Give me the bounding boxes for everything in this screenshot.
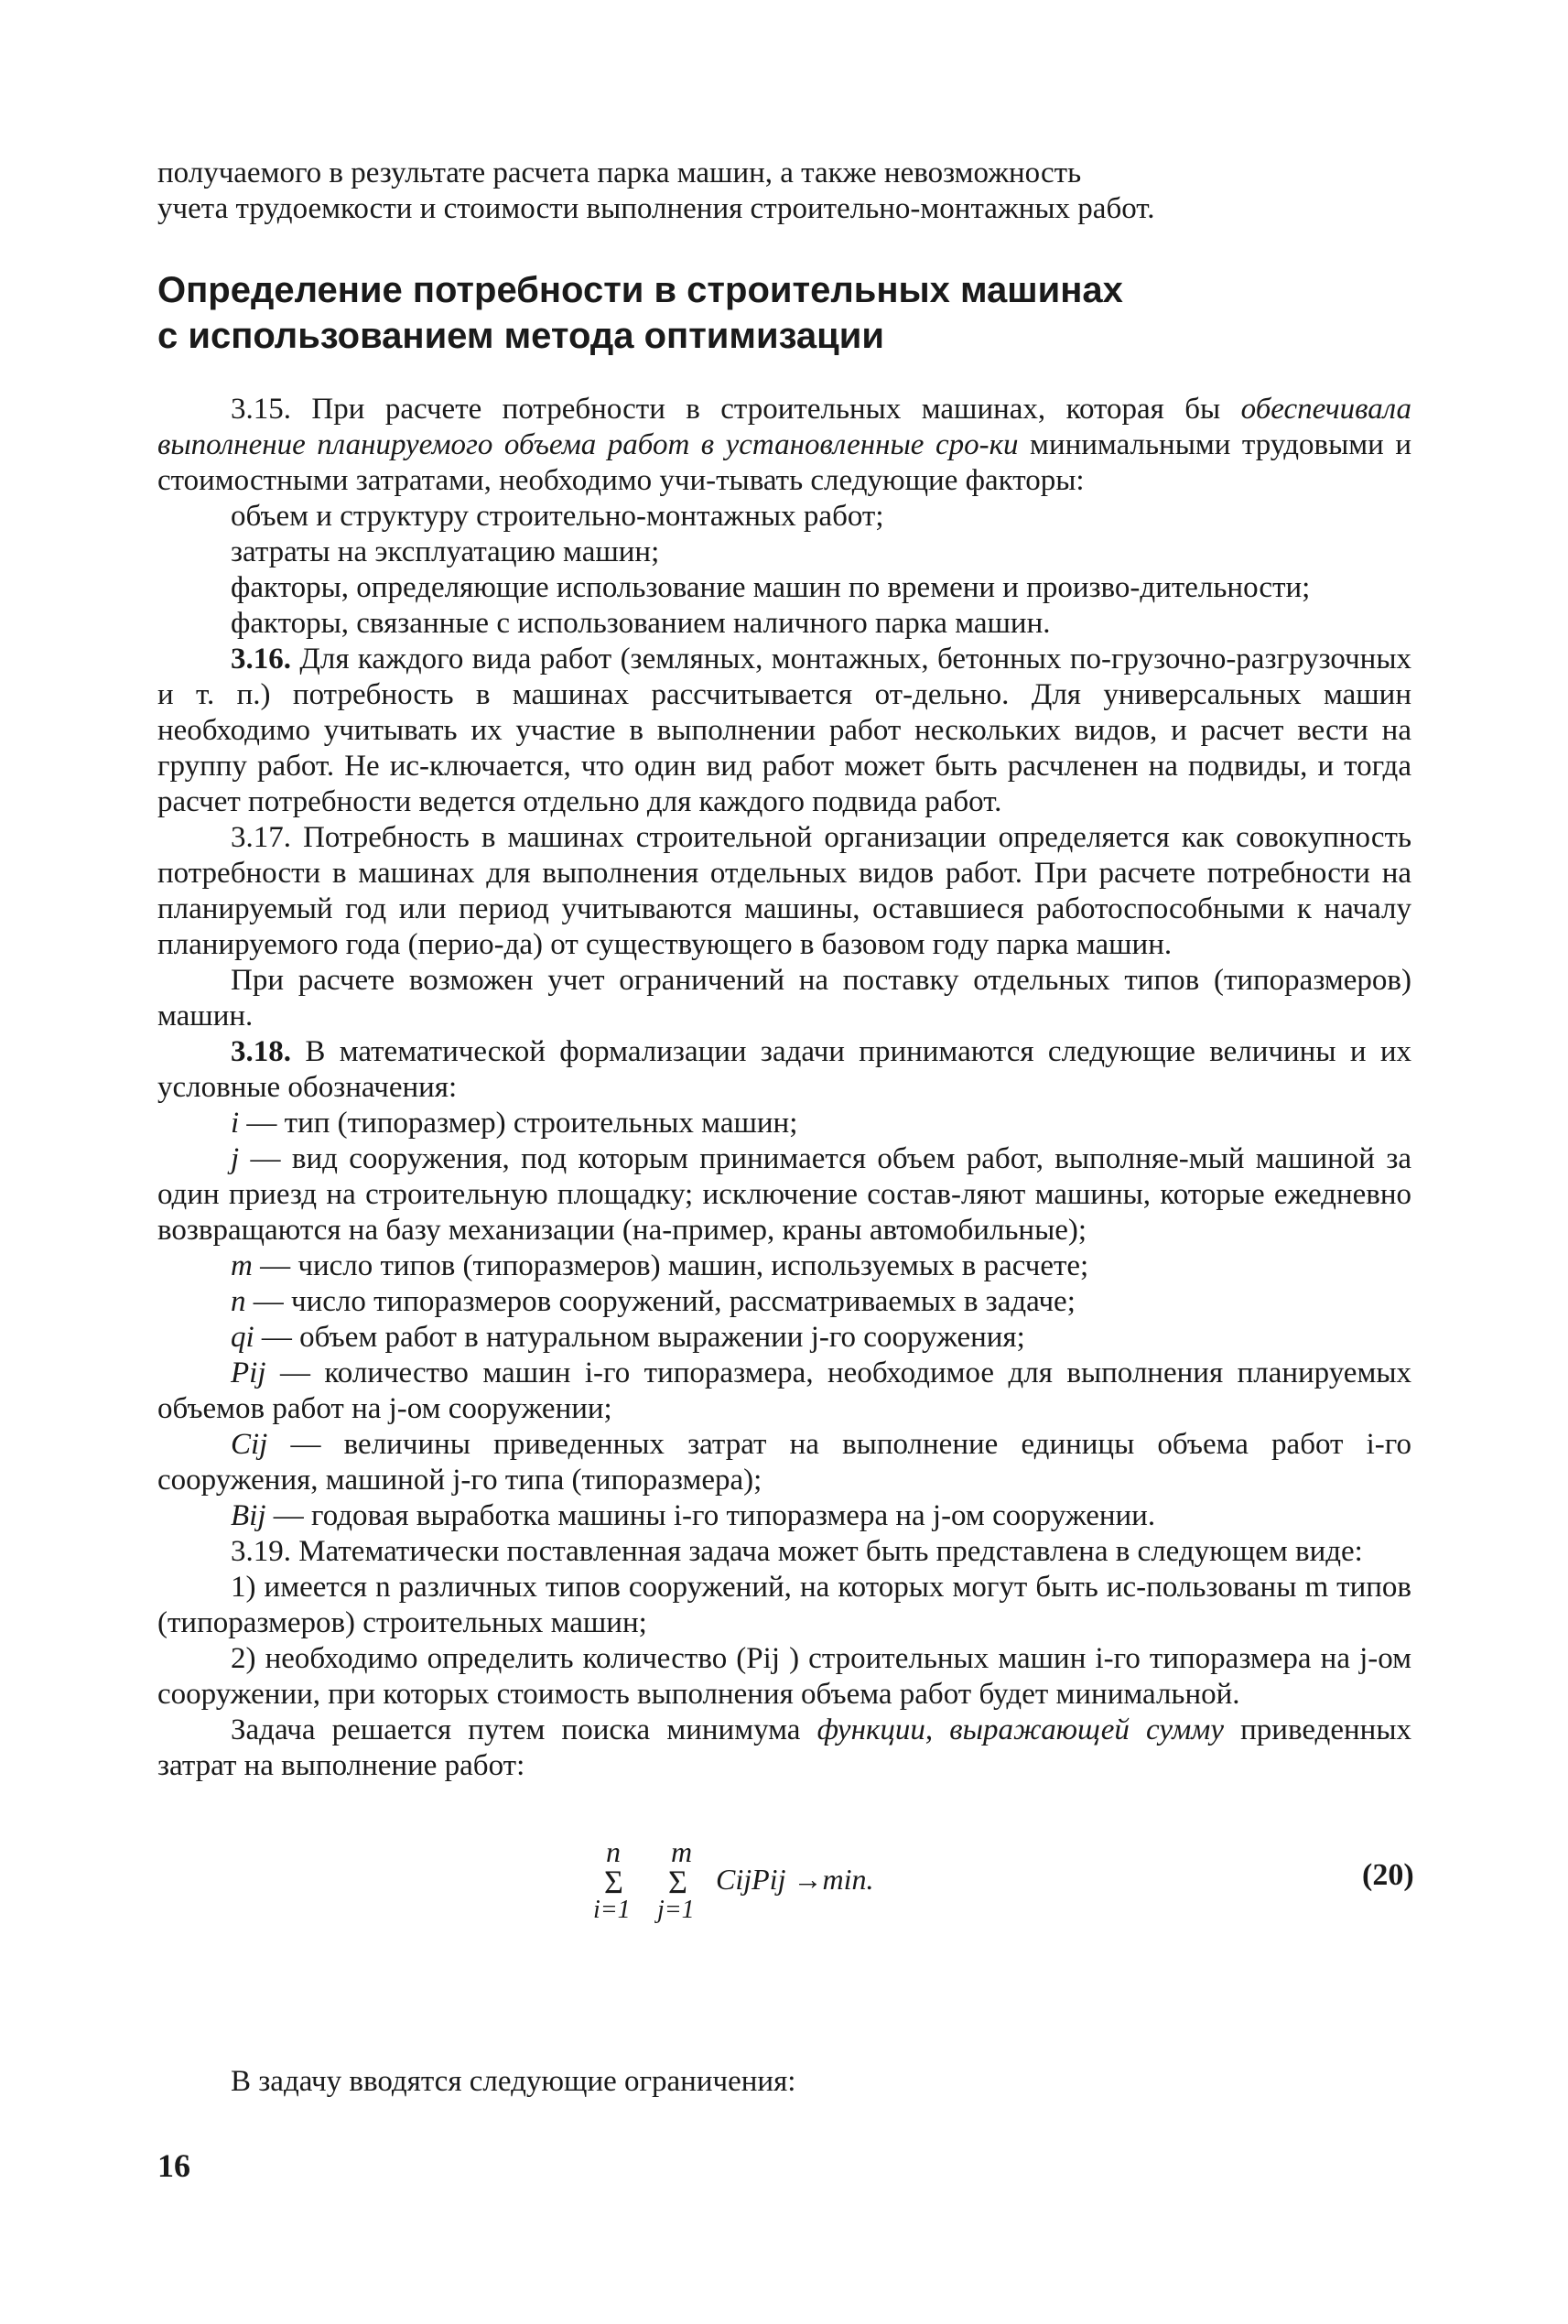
definition-item: [157, 1106, 1411, 1141]
paragraph-number: 3.19.: [231, 1535, 291, 1568]
heading-line: с использованием метода оптимизации: [157, 316, 884, 356]
definition-text: — объем работ в натуральном выражении j-го сооружения;: [254, 1321, 1025, 1354]
definition-item: [157, 1498, 1411, 1534]
definition-text: — вид сооружения, под которым принимается объем работ, выполняе-мый машиной за один приезд на строительную площадку; исключение состав-ляют машины, которые ежедневно возвращаются на базу механизации (на-пример, краны автомобильные);: [157, 1142, 1411, 1247]
paragraph-3-15: [157, 392, 1411, 499]
definition-symbol: n: [231, 1285, 246, 1318]
intro-line: учета трудоемкости и стоимости выполнения строительно-монтажных работ.: [157, 192, 1155, 225]
paragraph-text: При расчете потребности в строительных машинах, которая бы: [311, 393, 1241, 426]
paragraph-number: 3.16.: [231, 643, 291, 676]
paragraph-number: 3.17.: [231, 821, 291, 854]
paragraph-3-17: [157, 820, 1411, 963]
definition-item: [157, 1141, 1411, 1248]
factor-item: факторы, связанные с использованием наличного парка машин.: [231, 607, 1051, 640]
heading-line: Определение потребности в строительных машинах: [157, 270, 1123, 310]
definition-text: — годовая выработка машины i-го типоразмера на j-ом сооружении.: [265, 1499, 1156, 1532]
equation-number: (20): [1362, 1858, 1414, 1892]
definition-item: [157, 1427, 1411, 1498]
definition-symbol: i: [231, 1107, 240, 1140]
sum-sign: Σ: [604, 1864, 623, 1900]
intro-paragraph: [157, 156, 1411, 227]
sum-sign: Σ: [668, 1864, 687, 1900]
factor-item: объем и структуру строительно-монтажных работ;: [231, 500, 884, 533]
sum-lower-limit: j=1: [657, 1896, 695, 1924]
paragraph-italic-text: обеспечивала выполнение планируемого объема работ в установленные сро-ки: [157, 393, 1411, 461]
definition-text: — число типоразмеров сооружений, рассматриваемых в задаче;: [245, 1285, 1076, 1318]
paragraph-text: минимальными трудовыми и стоимостными затратами, необходимо учи-тывать следующие факторы:: [157, 428, 1411, 497]
paragraph-3-16: [157, 642, 1411, 820]
paragraph-3-19: [157, 1534, 1411, 1570]
factor-item: факторы, определяющие использование машин по времени и произво-дительности;: [231, 571, 1311, 604]
definition-symbol: Cij: [231, 1428, 268, 1461]
definition-text: — тип (типоразмер) строительных машин;: [239, 1107, 798, 1140]
task-text: приведенных затрат на выполнение работ:: [157, 1713, 1411, 1782]
page-number: 16: [157, 2147, 190, 2184]
main-text: [157, 392, 1411, 1784]
paragraph-text: В математической формализации задачи принимаются следующие величины и их условные обозначения:: [157, 1035, 1411, 1104]
sum-upper-limit: n: [606, 1835, 621, 1868]
paragraph-text: Для каждого вида работ (земляных, монтажных, бетонных по-грузочно-разгрузочных и т. п.) потребность в машинах рассчитывается от-дельно. Для универсальных машин необходимо учитывать их участие в выполнении работ нескольких видов, и расчет вести на группу работ. Не ис-ключается, что один вид работ может быть расчленен на подвиды, и тогда расчет потребности ведется отдельно для каждого подвида работ.: [157, 643, 1412, 818]
definition-symbol: j: [231, 1142, 240, 1175]
constraints-paragraph: [157, 2064, 1411, 2100]
definition-item: [157, 1356, 1411, 1427]
paragraph-text: Математически поставленная задача может быть представлена в следующем виде:: [298, 1535, 1363, 1568]
definition-symbol: Bij: [231, 1499, 266, 1532]
sum-lower-limit: i=1: [593, 1896, 631, 1924]
definition-text: — величины приведенных затрат на выполнение единицы объема работ i-го сооружения, машиной j-го типа (типоразмера);: [157, 1428, 1411, 1497]
constraints-line: В задачу вводятся следующие ограничения:: [231, 2065, 796, 2098]
condition-item: 1) имеется n различных типов сооружений, на которых могут быть ис-пользованы m типов (типоразмеров) строительных машин;: [157, 1571, 1411, 1639]
sum-upper-limit: m: [671, 1835, 693, 1868]
definition-item: [157, 1248, 1411, 1284]
definition-item: [157, 1320, 1411, 1356]
definition-symbol: qi: [231, 1321, 254, 1354]
formula-body: CijPij →min.: [716, 1863, 874, 1896]
task-paragraph: [157, 1713, 1411, 1784]
paragraph-text: Потребность в машинах строительной организации определяется как совокупность потребности в машинах для выполнения отдельных видов работ. При расчете потребности на планируемый год или период учитываются машины, оставшиеся работоспособными к началу планируемого года (перио-да) от существующего в базовом году парка машин.: [157, 821, 1411, 961]
paragraph-3-18: [157, 1034, 1411, 1106]
factor-item: затраты на эксплуатацию машин;: [231, 535, 660, 568]
intro-line: получаемого в результате расчета парка машин, а также невозможность: [157, 157, 1082, 189]
formula-20: [0, 1835, 1568, 1936]
definition-text: — количество машин i-го типоразмера, необходимое для выполнения планируемых объемов работ на j-ом сооружении;: [157, 1357, 1411, 1425]
definition-item: [157, 1284, 1411, 1320]
paragraph-number: 3.18.: [231, 1035, 291, 1068]
condition-item: 2) необходимо определить количество (Pij ) строительных машин i-го типоразмера на j-ом сооружении, при которых стоимость выполнения объема работ будет минимальной.: [157, 1642, 1411, 1711]
definition-text: — число типов (типоразмеров) машин, используемых в расчете;: [252, 1249, 1089, 1282]
task-text: Задача решается путем поиска минимума: [231, 1713, 817, 1746]
definition-symbol: m: [231, 1249, 253, 1282]
paragraph-number: 3.15.: [231, 393, 291, 426]
definition-symbol: Pij: [231, 1357, 266, 1389]
paragraph-3-17-extra: При расчете возможен учет ограничений на поставку отдельных типов (типоразмеров) машин.: [157, 964, 1411, 1032]
task-italic-text: функции, выражающей сумму: [816, 1713, 1224, 1746]
section-heading: [157, 267, 1411, 359]
